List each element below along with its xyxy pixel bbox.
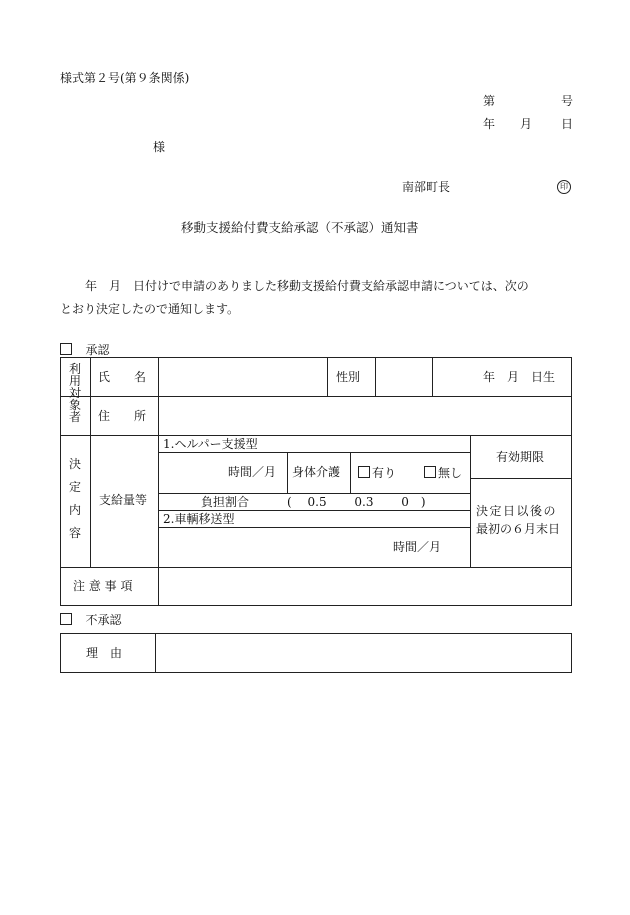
vehicle-hours-label: 時間／月 xyxy=(393,540,442,554)
burden-label: 負担割合 xyxy=(201,495,250,509)
name-label: 氏 名 xyxy=(98,370,147,384)
body-care-no-checkbox[interactable] xyxy=(424,466,436,478)
body-care-yes: 有り xyxy=(358,466,396,479)
vehicle-type-label: 2.車輌移送型 xyxy=(163,512,235,526)
address-label: 住 所 xyxy=(98,409,147,423)
approval-heading xyxy=(60,343,109,356)
validity-line-1: 決定日以後の xyxy=(476,504,558,518)
issuer-name: 南部町長 xyxy=(402,180,451,194)
burden-values: ( 0.5 0.3 0 ) xyxy=(287,495,426,509)
seal-mark: 印 xyxy=(557,180,571,194)
rejection-heading xyxy=(60,613,121,626)
amount-label: 支給量等 xyxy=(99,493,148,507)
date-day: 日 xyxy=(561,117,574,131)
approval-heading-label: 承認 xyxy=(85,343,110,357)
birthdate-label: 年 月 日生 xyxy=(483,370,556,384)
form-number: 様式第２号(第９条関係) xyxy=(60,71,190,85)
helper-hours-label: 時間／月 xyxy=(228,465,277,479)
document-title: 移動支援給付費支給承認（不承認）通知書 xyxy=(181,220,419,235)
doc-number-suffix: 号 xyxy=(561,94,574,108)
reason-label: 理 由 xyxy=(86,646,123,660)
rejection-heading-label: 不承認 xyxy=(85,613,122,627)
gender-label: 性別 xyxy=(336,370,361,384)
addressee-suffix: 様 xyxy=(153,140,166,154)
decision-content-label: 決 定 内 容 xyxy=(68,457,81,540)
validity-label: 有効期限 xyxy=(496,450,545,464)
doc-number-prefix: 第 xyxy=(483,94,496,108)
target-person-label: 利 用 対 象 者 xyxy=(68,362,81,424)
date-year: 年 xyxy=(483,117,496,131)
date-month: 月 xyxy=(520,117,533,131)
body-care-yes-checkbox[interactable] xyxy=(358,466,370,478)
body-care-no: 無し xyxy=(424,466,462,479)
body-line-2: とおり決定したので通知します。 xyxy=(60,302,240,316)
body-line-1: 年 月 日付けで申請のありました移動支援給付費支給承認申請については、次の xyxy=(85,279,529,293)
notes-label: 注 意 事 項 xyxy=(73,579,133,593)
validity-line-2: 最初の６月末日 xyxy=(476,522,561,536)
rejection-checkbox[interactable] xyxy=(60,613,72,625)
approval-checkbox[interactable] xyxy=(60,343,72,355)
helper-type-label: 1.ヘルパー支援型 xyxy=(163,437,258,451)
body-care-label: 身体介護 xyxy=(292,465,341,479)
